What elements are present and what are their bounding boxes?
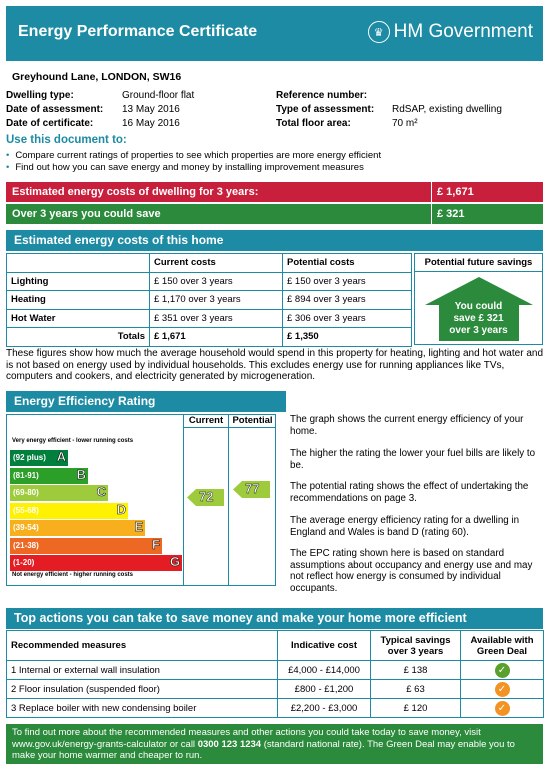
future-line: save £ 321 xyxy=(453,313,504,324)
rating-band-f xyxy=(10,538,162,554)
potential-cost: £ 150 over 3 years xyxy=(283,272,412,291)
typical-saving: £ 138 xyxy=(371,661,461,680)
meta-key: Date of assessment: xyxy=(6,104,104,115)
future-savings-header: Potential future savings xyxy=(414,253,543,272)
band-range: (55-68) xyxy=(13,505,39,515)
totals-row xyxy=(7,328,412,347)
table-header: Current costs xyxy=(150,254,283,273)
actions-section-title: Top actions you can take to save money and make your home more efficient xyxy=(6,608,543,629)
totals-label: Totals xyxy=(7,328,150,347)
band-range: (1-20) xyxy=(13,558,35,567)
meta-value: Ground-floor flat xyxy=(122,90,195,101)
potential-rating-value: 77 xyxy=(245,481,260,496)
footer-text: (standard national rate). The Green Deal may enable you to make your home warmer and cheaper to run. xyxy=(12,738,515,761)
band-range: (39-54) xyxy=(13,523,39,532)
bullet-icon: • xyxy=(6,150,10,161)
band-letter: G xyxy=(169,554,180,569)
future-savings-text xyxy=(415,301,542,337)
check-icon: ✓ xyxy=(495,663,510,678)
current-cost: £ 351 over 3 years xyxy=(150,309,283,328)
measure: 3 Replace boiler with new condensing boiler xyxy=(7,699,278,718)
footer-text: To find out more about the recommended measures and other actions you could take today to save money, visit www.gov.uk/energy-grants-calculator or call xyxy=(12,727,481,750)
band-range: (69-80) xyxy=(13,488,39,497)
meta-value: 13 May 2016 xyxy=(122,104,180,115)
property-address: Greyhound Lane, LONDON, SW16 xyxy=(12,71,182,83)
save-bar-value: £ 321 xyxy=(431,204,465,224)
current-cost: £ 150 over 3 years xyxy=(150,272,283,291)
row-label: Lighting xyxy=(7,272,150,291)
band-letter: E xyxy=(134,519,143,534)
typical-saving: £ 120 xyxy=(371,699,461,718)
band-letter: D xyxy=(116,501,126,517)
table-row xyxy=(7,291,412,310)
meta-left xyxy=(6,89,194,131)
table-header: Typical savings over 3 years xyxy=(371,631,461,661)
indicative-cost: £800 - £1,200 xyxy=(278,680,371,699)
cost-bar-value: £ 1,671 xyxy=(431,182,474,202)
table-row xyxy=(7,699,544,718)
costs-table xyxy=(6,253,412,347)
band-letter: C xyxy=(96,484,106,499)
gov-name: HM Government xyxy=(393,21,533,42)
eer-text-3: The potential rating shows the effect of undertaking the recommendations on page 3. xyxy=(290,481,529,504)
bullet-icon: • xyxy=(6,162,10,173)
use-bullets xyxy=(6,150,381,174)
potential-column xyxy=(228,415,276,585)
row-label: Heating xyxy=(7,291,150,310)
check-icon: ✓ xyxy=(495,682,510,697)
future-savings-box xyxy=(414,271,543,345)
header-banner xyxy=(6,6,543,61)
table-row xyxy=(7,272,412,291)
measure: 2 Floor insulation (suspended floor) xyxy=(7,680,278,699)
table-header: Available with Green Deal xyxy=(461,631,544,661)
band-range: (21-38) xyxy=(13,540,39,550)
current-col-header: Current xyxy=(184,415,228,428)
band-range: (81-91) xyxy=(13,470,39,480)
future-line: You could xyxy=(454,301,503,312)
measure: 1 Internal or external wall insulation xyxy=(7,661,278,680)
current-rating-value: 72 xyxy=(199,488,214,504)
meta-key: Type of assessment: xyxy=(276,104,375,115)
table-header: Indicative cost xyxy=(278,631,371,661)
meta-key: Total floor area: xyxy=(276,118,351,129)
potential-cost: £ 894 over 3 years xyxy=(283,291,412,310)
eer-text-4: The average energy efficiency rating for a dwelling in England and Wales is band D (rating 60). xyxy=(290,515,520,538)
meta-key: Reference number: xyxy=(276,90,368,101)
table-header xyxy=(7,254,150,273)
rating-band-c xyxy=(10,485,108,501)
rating-band-d xyxy=(10,503,128,519)
meta-key: Dwelling type: xyxy=(6,90,74,101)
table-row xyxy=(7,661,544,680)
check-icon: ✓ xyxy=(495,701,510,716)
eer-section-title: Energy Efficiency Rating xyxy=(6,391,286,412)
row-label: Hot Water xyxy=(7,309,150,328)
band-letter: F xyxy=(152,536,160,552)
rating-band-g xyxy=(10,555,182,571)
cost-bar xyxy=(6,182,543,202)
indicative-cost: £4,000 - £14,000 xyxy=(278,661,371,680)
gov-logo xyxy=(368,21,533,43)
band-letter: B xyxy=(76,466,86,482)
meta-right xyxy=(276,89,502,131)
totals-current: £ 1,671 xyxy=(150,328,283,347)
current-rating-arrow xyxy=(187,489,224,506)
eer-chart xyxy=(6,414,276,586)
potential-rating-arrow xyxy=(233,481,270,498)
actions-table xyxy=(6,630,544,718)
eer-text-1: The graph shows the current energy efficiency of your home. xyxy=(290,414,524,437)
potential-cost: £ 306 over 3 years xyxy=(283,309,412,328)
current-cost: £ 1,170 over 3 years xyxy=(150,291,283,310)
table-header: Recommended measures xyxy=(7,631,278,661)
band-letter: A xyxy=(56,449,66,464)
indicative-cost: £2,200 - £3,000 xyxy=(278,699,371,718)
save-bar xyxy=(6,204,543,224)
meta-value: 16 May 2016 xyxy=(122,118,180,129)
footer-phone: 0300 123 1234 xyxy=(197,738,262,750)
costs-explanation: These figures show how much the average household would spend in this property for heating, lighting and hot water and is not based on energy used by individual households. This excludes energy use for running appliances like TVs, computers and cookers, and electricity generated by microgeneration. xyxy=(6,348,544,382)
rating-band-b xyxy=(10,468,88,484)
potential-col-header: Potential xyxy=(229,415,276,428)
eer-bottom-note: Not energy efficient - higher running costs xyxy=(12,572,134,578)
table-row xyxy=(7,309,412,328)
band-range: (92 plus) xyxy=(13,453,46,462)
crest-icon: ♛ xyxy=(368,21,390,43)
typical-saving: £ 63 xyxy=(371,680,461,699)
save-bar-label: Over 3 years you could save xyxy=(12,208,161,220)
cost-bar-label: Estimated energy costs of dwelling for 3 years: xyxy=(12,186,259,198)
future-line: over 3 years xyxy=(449,325,508,336)
rating-band-a xyxy=(10,450,68,466)
eer-text-2: The higher the rating the lower your fuel bills are likely to be. xyxy=(290,448,536,471)
totals-potential: £ 1,350 xyxy=(283,328,412,347)
meta-key: Date of certificate: xyxy=(6,118,94,129)
footer-note xyxy=(6,724,543,764)
meta-value: 70 m² xyxy=(392,118,418,129)
use-title: Use this document to: xyxy=(6,134,127,146)
table-row xyxy=(7,680,544,699)
eer-text-5: The EPC rating shown here is based on standard assumptions about occupancy and energy use and may not reflect how energy is consumed by individual occupants. xyxy=(290,548,533,594)
meta-value: RdSAP, existing dwelling xyxy=(392,104,502,115)
rating-band-e xyxy=(10,520,145,536)
page-title: Energy Performance Certificate xyxy=(18,23,258,40)
costs-section-title: Estimated energy costs of this home xyxy=(6,230,543,251)
bullet-text: Compare current ratings of properties to see which properties are more energy efficient xyxy=(15,150,382,161)
bullet-text: Find out how you can save energy and money by installing improvement measures xyxy=(15,162,364,173)
table-header: Potential costs xyxy=(283,254,412,273)
eer-top-note: Very energy efficient - lower running costs xyxy=(12,438,134,444)
